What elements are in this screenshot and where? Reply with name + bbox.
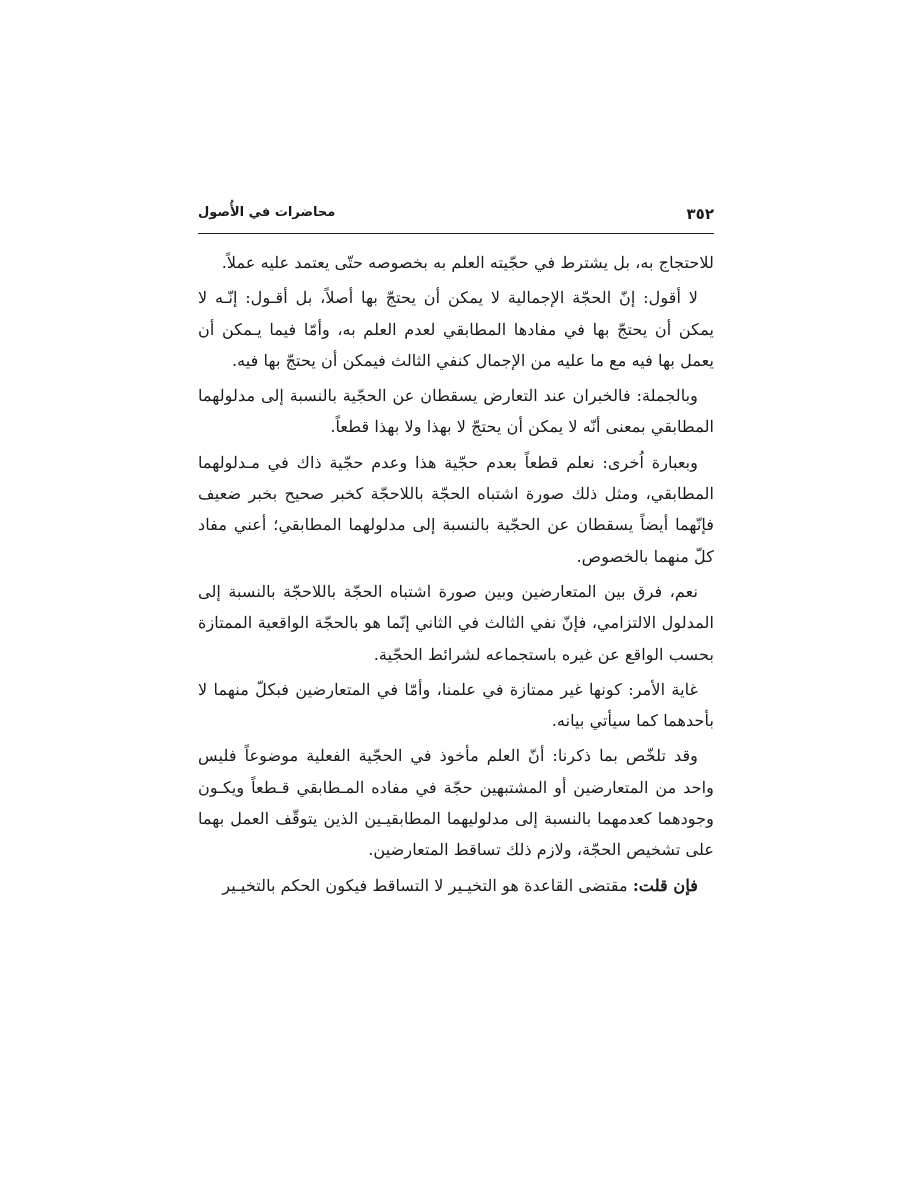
objection-lead: فإن قلت: bbox=[632, 875, 698, 895]
paragraph: وبعبارة اُخرى: نعلم قطعاً بعدم حجّية هذا وعدم حجّية ذاك في مـدلولهما المطابقي، ومثل ذلك صورة اشتباه الحجّة باللاحجّة كخبر صحيح بخبر ضعيف فإنّهما أيضاً يسقطان عن الحجّية بالنسبة إلى مدلولهما المطابقي؛ أعني مفاد كلّ منهما بالخصوص. bbox=[198, 452, 714, 566]
page-number: ٣٥٢ bbox=[686, 205, 714, 223]
paragraph: نعم، فرق بين المتعارضين وبين صورة اشتباه الحجّة باللاحجّة بالنسبة إلى المدلول الالتزامي، فإنّ نفي الثالث في الثاني إنّما هو بالحجّة الواقعية الممتازة بحسب الواقع عن غيره باستجماعه لشرائط الحجّية. bbox=[198, 581, 714, 664]
paragraph: وقد تلخّص بما ذكرنا: أنّ العلم مأخوذ في الحجّية الفعلية موضوعاً فليس واحد من المتعارضين أو المشتبهين حجّة في مفاده المـطابقي قـطعاً ويكـون وجودهما كعدمهما بالنسبة إلى مدلوليهما المطابقيـين الذين يتوقّف العمل بهما على تشخيص الحجّة، ولازم ذلك تساقط المتعارضين. bbox=[198, 746, 714, 860]
paragraph: لا أقول: إنّ الحجّة الإجمالية لا يمكن أن يحتجّ بها أصلاً، بل أقـول: إنّـه لا يمكن أن يحتجّ بها في مفادها المطابقي لعدم العلم به، وأمّا فيما يـمكن أن يعمل بها فيه مع ما عليه من الإجمال كنفي الثالث فيمكن أن يحتجّ بها فيه. bbox=[198, 288, 714, 370]
paragraph: غاية الأمر: كونها غير ممتازة في علمنا، وأمّا في المتعارضين فبكلّ منهما لا بأحدهما كما سيأتي بيانه. bbox=[198, 679, 714, 731]
body-text bbox=[198, 247, 714, 905]
paragraph: للاحتجاج به، بل يشترط في حجّيته العلم به بخصوصه حتّى يعتمد عليه عملاً. bbox=[221, 253, 714, 272]
paragraph: وبالجملة: فالخبران عند التعارض يسقطان عن الحجّية بالنسبة إلى مدلولهما المطابقي بمعنى أنّه لا يمكن أن يحتجّ لا بهذا ولا بهذا قطعاً. bbox=[198, 386, 714, 437]
objection-text: مقتضى القاعدة هو التخيـير لا التساقط فيكون الحكم بالتخيـير bbox=[222, 875, 633, 895]
header-rule bbox=[198, 233, 714, 234]
paragraph-objection bbox=[198, 870, 714, 901]
page-header bbox=[198, 197, 714, 231]
running-title: محاضرات في الأُصول bbox=[198, 205, 336, 220]
